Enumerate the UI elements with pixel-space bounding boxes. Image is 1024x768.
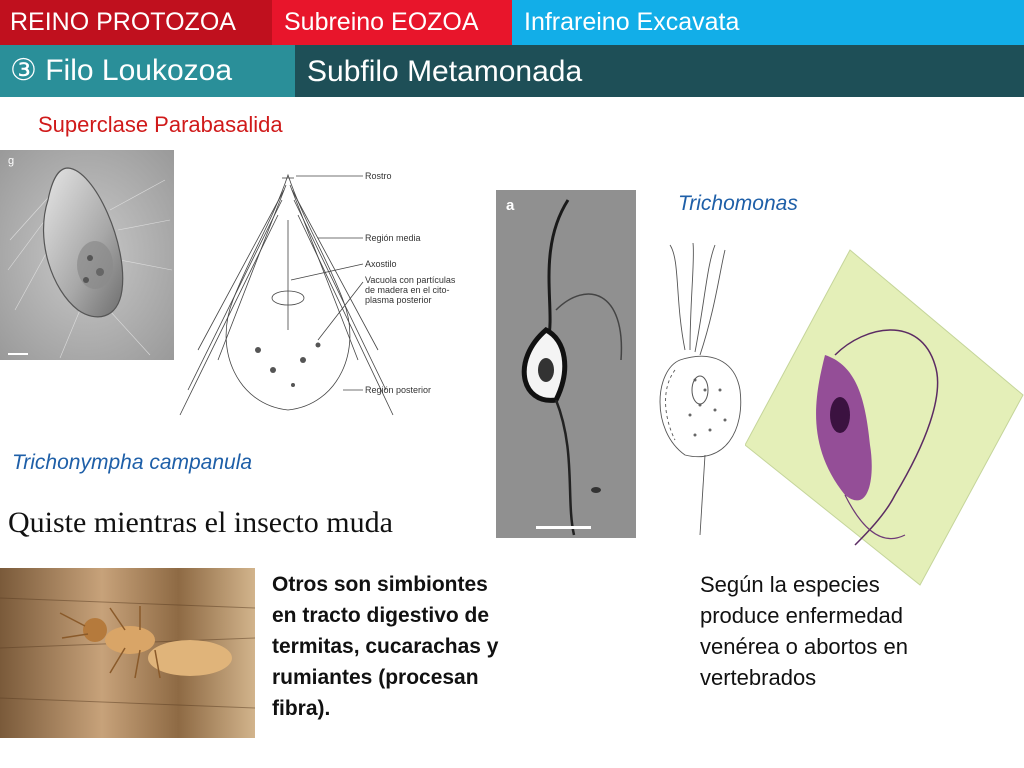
simbiontes-line: rumiantes (procesan bbox=[272, 666, 479, 689]
label-vacuola-1: Vacuola con partículas bbox=[365, 275, 456, 285]
simbiontes-line: Otros son simbiontes bbox=[272, 573, 488, 596]
micrograph-letter-g: g bbox=[8, 155, 15, 167]
species-trichonympha: Trichonympha campanula bbox=[12, 451, 253, 474]
enfermedad-line: produce enfermedad bbox=[700, 603, 904, 628]
simbiontes-line: fibra). bbox=[272, 697, 331, 720]
quiste-text: Quiste mientras el insecto muda bbox=[8, 506, 393, 539]
breadcrumb-subreino: Subreino EOZOA bbox=[272, 0, 512, 45]
enfermedad-line: vertebrados bbox=[700, 665, 817, 690]
subfilo-title: Subfilo Metamonada bbox=[295, 45, 1024, 97]
trichonympha-micrograph bbox=[0, 150, 174, 360]
trichomonas-diagram bbox=[645, 240, 755, 540]
termite-photo bbox=[0, 568, 255, 738]
trichomonas-micrograph bbox=[496, 190, 636, 538]
superclase-label: Superclase Parabasalida bbox=[38, 112, 283, 137]
enfermedad-line: Según la especies bbox=[700, 572, 880, 597]
label-region-media: Región media bbox=[365, 233, 421, 243]
breadcrumb-reino: REINO PROTOZOA bbox=[0, 0, 272, 45]
simbiontes-line: en tracto digestivo de bbox=[272, 604, 490, 627]
enfermedad-line: venérea o abortos en bbox=[700, 634, 908, 659]
trichomonas-stained-micrograph bbox=[745, 245, 1024, 590]
label-vacuola-3: plasma posterior bbox=[365, 295, 432, 305]
species-trichomonas: Trichomonas bbox=[678, 192, 798, 215]
trichonympha-diagram bbox=[178, 160, 478, 425]
label-axostilo: Axostilo bbox=[365, 259, 397, 269]
label-rostro: Rostro bbox=[365, 171, 392, 181]
simbiontes-line: termitas, cucarachas y bbox=[272, 635, 499, 658]
micrograph-letter-a: a bbox=[506, 197, 515, 214]
filo-title: ③ Filo Loukozoa bbox=[0, 45, 300, 97]
breadcrumb-infrareino: Infrareino Excavata bbox=[512, 0, 1024, 45]
enfermedad-text bbox=[700, 569, 908, 693]
label-vacuola-2: de madera en el cito- bbox=[365, 285, 450, 295]
label-region-posterior: Región posterior bbox=[365, 385, 432, 395]
simbiontes-text bbox=[272, 569, 498, 724]
